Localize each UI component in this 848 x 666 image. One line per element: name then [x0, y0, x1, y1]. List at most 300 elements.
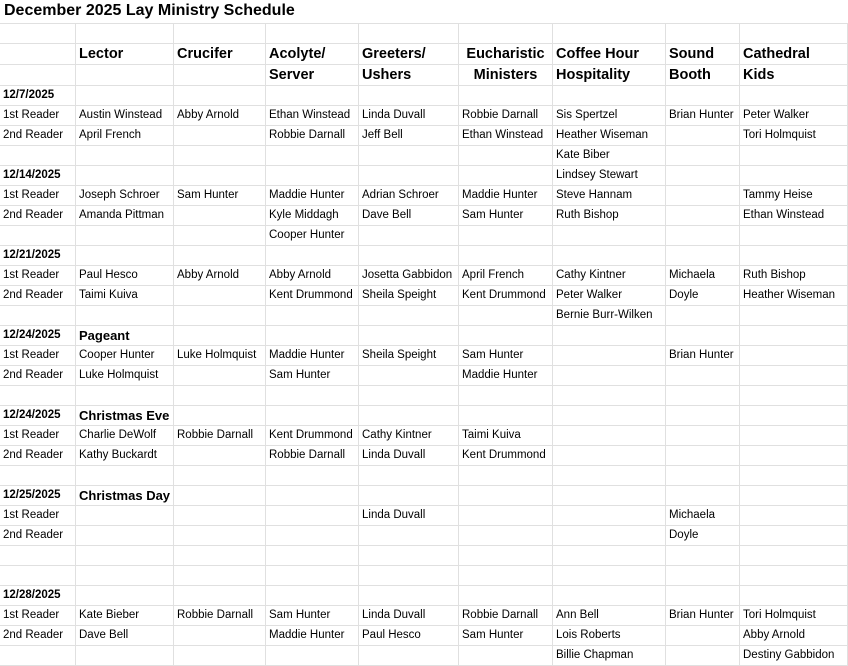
table-cell[interactable]: Billie Chapman — [553, 646, 666, 666]
table-cell[interactable] — [740, 406, 848, 426]
table-cell[interactable] — [359, 486, 459, 506]
table-cell[interactable] — [266, 466, 359, 486]
table-cell[interactable]: Sam Hunter — [266, 366, 359, 386]
table-cell[interactable] — [666, 206, 740, 226]
table-cell[interactable] — [359, 406, 459, 426]
table-cell[interactable]: Sam Hunter — [266, 606, 359, 626]
table-cell[interactable] — [459, 326, 553, 346]
table-cell[interactable] — [174, 286, 266, 306]
table-cell[interactable] — [359, 86, 459, 106]
header-acolyte[interactable]: Acolyte/ — [266, 44, 359, 65]
table-cell[interactable] — [740, 386, 848, 406]
table-cell[interactable]: Steve Hannam — [553, 186, 666, 206]
table-cell[interactable] — [553, 486, 666, 506]
row-label-cell[interactable]: 12/25/2025 — [0, 486, 76, 506]
header-cell-blank[interactable] — [76, 65, 174, 86]
table-cell[interactable]: Ann Bell — [553, 606, 666, 626]
cell[interactable] — [0, 24, 76, 44]
table-cell[interactable]: Sam Hunter — [459, 346, 553, 366]
cell[interactable] — [666, 24, 740, 44]
table-cell[interactable] — [666, 386, 740, 406]
table-cell[interactable] — [359, 526, 459, 546]
table-cell[interactable] — [266, 566, 359, 586]
table-cell[interactable] — [553, 466, 666, 486]
table-cell[interactable] — [359, 146, 459, 166]
table-cell[interactable]: April French — [76, 126, 174, 146]
table-cell[interactable] — [666, 486, 740, 506]
table-cell[interactable]: Robbie Darnall — [174, 426, 266, 446]
row-label-cell[interactable]: 1st Reader — [0, 506, 76, 526]
table-cell[interactable]: Austin Winstead — [76, 106, 174, 126]
table-cell[interactable] — [174, 486, 266, 506]
table-cell[interactable] — [666, 446, 740, 466]
table-cell[interactable] — [459, 406, 553, 426]
table-row — [0, 466, 848, 486]
table-cell[interactable] — [174, 526, 266, 546]
table-cell[interactable]: April French — [459, 266, 553, 286]
table-cell[interactable]: Linda Duvall — [359, 506, 459, 526]
table-cell[interactable]: Ethan Winstead — [459, 126, 553, 146]
header-greeters[interactable]: Greeters/ — [359, 44, 459, 65]
header-cell-blank[interactable] — [0, 44, 76, 65]
table-cell[interactable] — [666, 546, 740, 566]
table-cell[interactable]: Michaela — [666, 266, 740, 286]
table-cell[interactable] — [174, 146, 266, 166]
table-cell[interactable] — [666, 586, 740, 606]
table-cell[interactable] — [666, 426, 740, 446]
table-cell[interactable]: Doyle — [666, 526, 740, 546]
table-cell[interactable] — [359, 166, 459, 186]
table-cell[interactable] — [666, 466, 740, 486]
table-cell[interactable]: Kent Drummond — [459, 286, 553, 306]
row-label-cell[interactable]: 12/28/2025 — [0, 586, 76, 606]
table-cell[interactable] — [666, 626, 740, 646]
table-cell[interactable] — [740, 226, 848, 246]
table-cell[interactable] — [666, 166, 740, 186]
table-cell[interactable]: Heather Wiseman — [740, 286, 848, 306]
table-cell[interactable]: Paul Hesco — [76, 266, 174, 286]
row-label-cell[interactable]: 1st Reader — [0, 346, 76, 366]
table-cell[interactable]: Sam Hunter — [459, 626, 553, 646]
header-sound[interactable]: Sound — [666, 44, 740, 65]
table-cell[interactable] — [359, 246, 459, 266]
header-lector[interactable]: Lector — [76, 44, 174, 65]
table-cell[interactable] — [174, 166, 266, 186]
table-cell[interactable] — [553, 566, 666, 586]
table-cell[interactable]: Brian Hunter — [666, 106, 740, 126]
table-cell[interactable] — [740, 306, 848, 326]
table-cell[interactable] — [553, 86, 666, 106]
table-cell[interactable]: Abby Arnold — [266, 266, 359, 286]
table-cell[interactable] — [666, 406, 740, 426]
table-cell[interactable]: Linda Duvall — [359, 106, 459, 126]
table-cell[interactable] — [666, 226, 740, 246]
table-cell[interactable]: Taimi Kuiva — [76, 286, 174, 306]
table-cell[interactable] — [553, 326, 666, 346]
table-cell[interactable]: Peter Walker — [740, 106, 848, 126]
table-cell[interactable] — [740, 326, 848, 346]
table-cell[interactable] — [666, 366, 740, 386]
table-cell[interactable] — [266, 166, 359, 186]
table-cell[interactable]: Taimi Kuiva — [459, 426, 553, 446]
row-label-cell[interactable]: 2nd Reader — [0, 126, 76, 146]
header-booth[interactable]: Booth — [666, 65, 740, 86]
header-cell-blank[interactable] — [174, 65, 266, 86]
table-cell[interactable]: Tammy Heise — [740, 186, 848, 206]
table-cell[interactable]: Linda Duvall — [359, 606, 459, 626]
table-cell[interactable]: Christmas Day — [76, 486, 174, 506]
table-cell[interactable] — [359, 226, 459, 246]
table-cell[interactable]: Brian Hunter — [666, 346, 740, 366]
row-label-cell[interactable] — [0, 566, 76, 586]
header-cell-blank[interactable] — [0, 65, 76, 86]
table-row — [0, 386, 848, 406]
table-cell[interactable] — [174, 446, 266, 466]
table-cell[interactable]: Bernie Burr-Wilken — [553, 306, 666, 326]
table-cell[interactable]: Maddie Hunter — [266, 626, 359, 646]
table-cell[interactable]: Kent Drummond — [459, 446, 553, 466]
table-cell[interactable] — [740, 146, 848, 166]
row-label-cell[interactable] — [0, 226, 76, 246]
table-cell[interactable] — [174, 306, 266, 326]
table-cell[interactable] — [266, 546, 359, 566]
table-cell[interactable] — [76, 526, 174, 546]
table-cell[interactable] — [174, 466, 266, 486]
table-cell[interactable]: Joseph Schroer — [76, 186, 174, 206]
table-cell[interactable] — [174, 506, 266, 526]
row-label-cell[interactable]: 2nd Reader — [0, 206, 76, 226]
table-cell[interactable]: Kathy Buckardt — [76, 446, 174, 466]
table-cell[interactable] — [76, 546, 174, 566]
table-cell[interactable] — [459, 166, 553, 186]
table-cell[interactable] — [459, 386, 553, 406]
table-cell[interactable]: Charlie DeWolf — [76, 426, 174, 446]
table-cell[interactable]: Tori Holmquist — [740, 126, 848, 146]
table-cell[interactable] — [459, 246, 553, 266]
table-cell[interactable] — [174, 246, 266, 266]
row-label-cell[interactable] — [0, 466, 76, 486]
table-cell[interactable] — [174, 326, 266, 346]
table-cell[interactable] — [740, 466, 848, 486]
table-cell[interactable] — [266, 586, 359, 606]
table-cell[interactable] — [740, 526, 848, 546]
table-cell[interactable]: Ethan Winstead — [740, 206, 848, 226]
table-cell[interactable]: Kate Biber — [553, 146, 666, 166]
table-cell[interactable] — [174, 206, 266, 226]
table-cell[interactable] — [666, 566, 740, 586]
row-label-cell[interactable] — [0, 306, 76, 326]
table-cell[interactable]: Paul Hesco — [359, 626, 459, 646]
row-label-cell[interactable]: 12/24/2025 — [0, 406, 76, 426]
cell[interactable] — [174, 24, 266, 44]
table-cell[interactable]: Kate Bieber — [76, 606, 174, 626]
row-label-cell[interactable]: 12/7/2025 — [0, 86, 76, 106]
table-cell[interactable]: Destiny Gabbidon — [740, 646, 848, 666]
cell[interactable] — [266, 24, 359, 44]
table-cell[interactable]: Dave Bell — [76, 626, 174, 646]
table-cell[interactable] — [174, 546, 266, 566]
row-label-cell[interactable] — [0, 146, 76, 166]
row-label-cell[interactable]: 1st Reader — [0, 426, 76, 446]
table-row — [0, 246, 848, 266]
table-cell[interactable] — [553, 546, 666, 566]
header-ushers[interactable]: Ushers — [359, 65, 459, 86]
header-kids[interactable]: Kids — [740, 65, 848, 86]
table-cell[interactable] — [266, 86, 359, 106]
table-cell[interactable] — [666, 646, 740, 666]
table-cell[interactable] — [76, 566, 174, 586]
row-label-cell[interactable]: 1st Reader — [0, 106, 76, 126]
table-cell[interactable]: Doyle — [666, 286, 740, 306]
table-cell[interactable] — [76, 506, 174, 526]
table-cell[interactable] — [459, 566, 553, 586]
table-cell[interactable]: Sheila Speight — [359, 286, 459, 306]
table-cell[interactable] — [553, 406, 666, 426]
table-cell[interactable] — [740, 86, 848, 106]
row-label-cell[interactable]: 2nd Reader — [0, 286, 76, 306]
table-cell[interactable] — [174, 646, 266, 666]
table-cell[interactable] — [740, 446, 848, 466]
table-cell[interactable] — [459, 306, 553, 326]
table-cell[interactable] — [359, 466, 459, 486]
table-cell[interactable] — [553, 426, 666, 446]
table-row — [0, 146, 848, 166]
table-cell[interactable] — [266, 526, 359, 546]
table-cell[interactable] — [266, 326, 359, 346]
table-cell[interactable] — [266, 386, 359, 406]
table-cell[interactable] — [174, 86, 266, 106]
table-cell[interactable]: Abby Arnold — [174, 106, 266, 126]
table-cell[interactable]: Josetta Gabbidon — [359, 266, 459, 286]
table-cell[interactable]: Peter Walker — [553, 286, 666, 306]
table-cell[interactable] — [740, 546, 848, 566]
table-cell[interactable] — [76, 586, 174, 606]
table-cell[interactable]: Luke Holmquist — [174, 346, 266, 366]
table-row — [0, 546, 848, 566]
table-cell[interactable] — [666, 126, 740, 146]
table-cell[interactable] — [553, 226, 666, 246]
table-cell[interactable]: Kyle Middagh — [266, 206, 359, 226]
table-cell[interactable] — [266, 506, 359, 526]
table-cell[interactable]: Christmas Eve — [76, 406, 174, 426]
table-cell[interactable]: Adrian Schroer — [359, 186, 459, 206]
table-cell[interactable]: Cathy Kintner — [553, 266, 666, 286]
table-cell[interactable]: Heather Wiseman — [553, 126, 666, 146]
row-label-cell[interactable]: 2nd Reader — [0, 526, 76, 546]
table-cell[interactable] — [174, 566, 266, 586]
row-label-cell[interactable]: 2nd Reader — [0, 366, 76, 386]
table-cell[interactable] — [76, 646, 174, 666]
table-cell[interactable]: Linda Duvall — [359, 446, 459, 466]
table-cell[interactable] — [459, 466, 553, 486]
table-cell[interactable] — [740, 366, 848, 386]
row-label-cell[interactable]: 2nd Reader — [0, 626, 76, 646]
table-cell[interactable] — [266, 146, 359, 166]
table-row — [0, 226, 848, 246]
table-cell[interactable] — [359, 646, 459, 666]
sheet-title[interactable]: December 2025 Lay Ministry Schedule — [0, 0, 848, 24]
table-cell[interactable] — [740, 486, 848, 506]
table-cell[interactable] — [459, 506, 553, 526]
table-row — [0, 506, 848, 526]
table-cell[interactable]: Robbie Darnall — [174, 606, 266, 626]
row-label-cell[interactable]: 12/14/2025 — [0, 166, 76, 186]
row-label-cell[interactable] — [0, 546, 76, 566]
header-server[interactable]: Server — [266, 65, 359, 86]
cell[interactable] — [459, 24, 553, 44]
table-cell[interactable] — [359, 326, 459, 346]
table-cell[interactable] — [459, 486, 553, 506]
table-cell[interactable] — [359, 306, 459, 326]
table-cell[interactable]: Dave Bell — [359, 206, 459, 226]
table-cell[interactable]: Abby Arnold — [174, 266, 266, 286]
table-cell[interactable] — [359, 366, 459, 386]
cell[interactable] — [740, 24, 848, 44]
table-cell[interactable] — [266, 406, 359, 426]
table-cell[interactable] — [459, 226, 553, 246]
table-cell[interactable] — [459, 86, 553, 106]
table-cell[interactable] — [359, 386, 459, 406]
table-cell[interactable] — [553, 446, 666, 466]
table-cell[interactable]: Amanda Pittman — [76, 206, 174, 226]
table-row — [0, 166, 848, 186]
table-cell[interactable] — [174, 626, 266, 646]
table-cell[interactable] — [553, 526, 666, 546]
table-cell[interactable]: Robbie Darnall — [266, 446, 359, 466]
table-cell[interactable]: Jeff Bell — [359, 126, 459, 146]
table-cell[interactable] — [740, 586, 848, 606]
table-cell[interactable]: Maddie Hunter — [266, 186, 359, 206]
table-cell[interactable] — [666, 246, 740, 266]
table-cell[interactable] — [553, 346, 666, 366]
cell[interactable] — [553, 24, 666, 44]
table-cell[interactable]: Ruth Bishop — [740, 266, 848, 286]
table-cell[interactable]: Kent Drummond — [266, 426, 359, 446]
table-cell[interactable]: Lindsey Stewart — [553, 166, 666, 186]
table-cell[interactable]: Robbie Darnall — [266, 126, 359, 146]
table-cell[interactable]: Robbie Darnall — [459, 606, 553, 626]
table-cell[interactable] — [174, 126, 266, 146]
table-cell[interactable] — [740, 166, 848, 186]
table-cell[interactable] — [740, 506, 848, 526]
table-cell[interactable]: Ethan Winstead — [266, 106, 359, 126]
table-cell[interactable]: Maddie Hunter — [266, 346, 359, 366]
row-label-cell[interactable]: 1st Reader — [0, 266, 76, 286]
table-cell[interactable]: Robbie Darnall — [459, 106, 553, 126]
table-cell[interactable] — [553, 506, 666, 526]
table-cell[interactable]: Lois Roberts — [553, 626, 666, 646]
table-cell[interactable] — [666, 306, 740, 326]
row-label-cell[interactable]: 12/24/2025 — [0, 326, 76, 346]
table-cell[interactable] — [76, 466, 174, 486]
row-label-cell[interactable]: 2nd Reader — [0, 446, 76, 466]
table-cell[interactable] — [76, 246, 174, 266]
table-cell[interactable] — [266, 306, 359, 326]
table-cell[interactable]: Brian Hunter — [666, 606, 740, 626]
table-cell[interactable] — [740, 246, 848, 266]
table-cell[interactable] — [266, 246, 359, 266]
table-cell[interactable] — [666, 146, 740, 166]
table-cell[interactable] — [266, 646, 359, 666]
table-cell[interactable]: Abby Arnold — [740, 626, 848, 646]
cell[interactable] — [359, 24, 459, 44]
cell[interactable] — [76, 24, 174, 44]
header-coffee-hour[interactable]: Coffee Hour — [553, 44, 666, 65]
row-label-cell[interactable] — [0, 386, 76, 406]
table-cell[interactable]: Maddie Hunter — [459, 186, 553, 206]
table-cell[interactable]: Sam Hunter — [174, 186, 266, 206]
table-cell[interactable] — [459, 586, 553, 606]
table-cell[interactable] — [666, 326, 740, 346]
row-label-cell[interactable]: 1st Reader — [0, 606, 76, 626]
table-cell[interactable] — [459, 146, 553, 166]
table-cell[interactable] — [76, 306, 174, 326]
row-label-cell[interactable]: 1st Reader — [0, 186, 76, 206]
table-cell[interactable] — [459, 546, 553, 566]
table-cell[interactable]: Sheila Speight — [359, 346, 459, 366]
table-cell[interactable] — [174, 406, 266, 426]
table-cell[interactable] — [359, 586, 459, 606]
table-cell[interactable] — [553, 366, 666, 386]
table-cell[interactable] — [76, 386, 174, 406]
table-cell[interactable]: Cooper Hunter — [266, 226, 359, 246]
table-row — [0, 486, 848, 506]
table-cell[interactable] — [740, 426, 848, 446]
table-cell[interactable] — [266, 486, 359, 506]
table-cell[interactable] — [666, 86, 740, 106]
header-crucifer[interactable]: Crucifer — [174, 44, 266, 65]
table-cell[interactable] — [76, 86, 174, 106]
row-label-cell[interactable] — [0, 646, 76, 666]
table-cell[interactable] — [76, 166, 174, 186]
table-cell[interactable]: Ruth Bishop — [553, 206, 666, 226]
table-cell[interactable] — [76, 226, 174, 246]
table-cell[interactable] — [459, 526, 553, 546]
table-cell[interactable] — [740, 566, 848, 586]
table-cell[interactable] — [76, 146, 174, 166]
table-row — [0, 266, 848, 286]
table-cell[interactable] — [359, 566, 459, 586]
table-cell[interactable]: Tori Holmquist — [740, 606, 848, 626]
table-cell[interactable] — [359, 546, 459, 566]
table-cell[interactable] — [553, 586, 666, 606]
table-cell[interactable] — [740, 346, 848, 366]
header-cathedral[interactable]: Cathedral — [740, 44, 848, 65]
table-row — [0, 126, 848, 146]
table-cell[interactable]: Pageant — [76, 326, 174, 346]
table-cell[interactable] — [666, 186, 740, 206]
table-cell[interactable]: Cathy Kintner — [359, 426, 459, 446]
table-cell[interactable] — [553, 246, 666, 266]
table-cell[interactable]: Cooper Hunter — [76, 346, 174, 366]
table-cell[interactable] — [174, 386, 266, 406]
table-cell[interactable] — [174, 366, 266, 386]
table-cell[interactable]: Sam Hunter — [459, 206, 553, 226]
table-cell[interactable]: Luke Holmquist — [76, 366, 174, 386]
table-cell[interactable]: Michaela — [666, 506, 740, 526]
header-eucharistic[interactable]: Eucharistic — [459, 44, 553, 65]
table-cell[interactable]: Maddie Hunter — [459, 366, 553, 386]
table-cell[interactable] — [553, 386, 666, 406]
header-hospitality[interactable]: Hospitality — [553, 65, 666, 86]
table-cell[interactable] — [459, 646, 553, 666]
table-cell[interactable] — [174, 586, 266, 606]
table-cell[interactable] — [174, 226, 266, 246]
table-cell[interactable]: Kent Drummond — [266, 286, 359, 306]
row-label-cell[interactable]: 12/21/2025 — [0, 246, 76, 266]
table-cell[interactable]: Sis Spertzel — [553, 106, 666, 126]
header-ministers[interactable]: Ministers — [459, 65, 553, 86]
